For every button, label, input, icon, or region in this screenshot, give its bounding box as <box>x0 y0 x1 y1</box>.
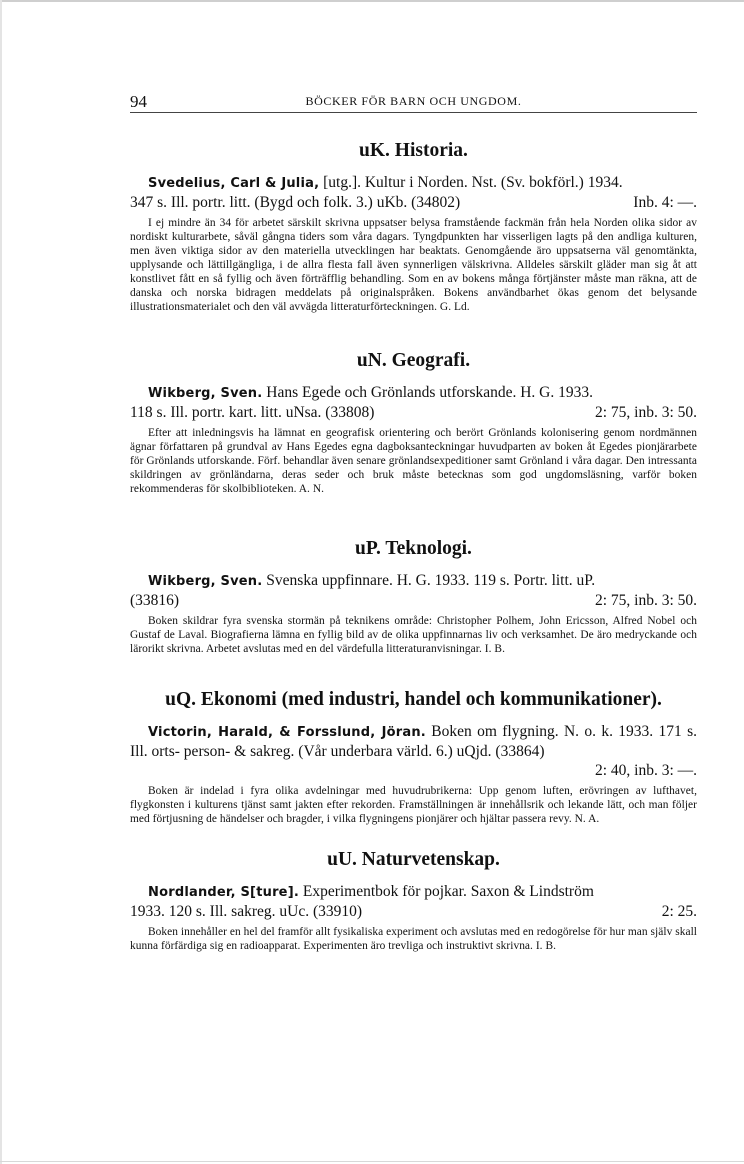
entry-title-line: Svenska uppfinnare. H. G. 1933. 119 s. Portr. litt. uP. <box>266 572 596 589</box>
review-text: I ej mindre än 34 för arbetet särskilt skrivna uppsatser belysa framstående fackmän från hela Norden olika sidor av nordiskt kulturarbete, såväl gångna tiders som våra dagars. Tyngdpunkten har visserligen lagts på den andliga kulturen, men även viktiga sidor av den materiella utvecklingen har beaktats. Genomgående äro uppsatserna väl genomtänkta, upplysande och lättillgängliga, i de allra flesta fall även synnerligen välskrivna. Alldeles särskilt gläder man sig åt att konstlivet fått en så fyllig och även förträfflig behandling. Som en av bokens många förtjänster måste man räkna, att de danska och norska bidragen meddelats på originalspråken. Bokens användbarhet ökas genom det belysande illustrationsmaterialet och den väl avvägda litteraturförteckningen. G. Ld. <box>130 217 697 313</box>
entry-author: Victorin, Harald, & Forsslund, Jöran. <box>148 725 426 740</box>
page-number: 94 <box>130 92 147 111</box>
section-heading: uU. Naturvetenskap. <box>327 849 500 870</box>
entry-details-left: 1933. 120 s. Ill. sakreg. uUc. (33910) <box>130 903 363 920</box>
section-heading: uP. Teknologi. <box>355 538 472 559</box>
entry-author: Wikberg, Sven. <box>148 386 263 401</box>
entry-details <box>130 902 697 921</box>
section-naturvetenskap <box>130 848 697 953</box>
bibliographic-entry <box>130 882 697 902</box>
section-teknologi <box>130 537 697 656</box>
entry-price: 2: 75, inb. 3: 50. <box>594 404 697 421</box>
entry-details-left: 347 s. Ill. portr. litt. (Bygd och folk. 3.) uKb. (34802) <box>130 194 461 211</box>
section-heading: uN. Geografi. <box>356 350 471 371</box>
section-heading: uQ. Ekonomi (med industri, handel och kommunikationer). <box>165 689 662 710</box>
scan-edge-bottom <box>0 1161 744 1162</box>
review-text: Boken innehåller en hel del framför allt fysikaliska experiment och avslutas med en redogörelse för hur man själv skall kunna förfärdiga sig en radioapparat. Experimenten äro trevliga och instruktivt skrivna. I. B. <box>130 926 697 952</box>
review-text: Boken skildrar fyra svenska stormän på teknikens område: Christopher Polhem, John Ericsson, Alfred Nobel och Gustaf de Laval. Biografierna lämna en fyllig bild av de olika uppfinnarnas liv och verksamhet. De äro medryckande och lärorikt skrivna. Arbetet avslutas med en del värdefulla litteraturanvisningar. I. B. <box>130 615 697 655</box>
entry-details <box>130 193 697 212</box>
entry-price: 2: 40, inb. 3: —. <box>594 762 697 779</box>
bibliographic-entry <box>130 722 697 761</box>
entry-title-line: [utg.]. Kultur i Norden. Nst. (Sv. bokförl.) 1934. <box>323 174 623 191</box>
entry-details <box>130 591 697 610</box>
review-text: Boken är indelad i fyra olika avdelningar med huvudrubrikerna: Upp genom luften, erövringen av lufthavet, flygkonsten i kulturens tjänst samt jakten efter rekorden. Framställningen är innehållsrik och lekande lätt, och man följer med förtjusning de händelser och bragder, i vilka flygningens pionjärer och hjältar passera revy. N. A. <box>130 785 697 825</box>
section-ekonomi <box>130 688 697 826</box>
entry-details-left: 118 s. Ill. portr. kart. litt. uNsa. (33808) <box>130 404 375 421</box>
entry-author: Wikberg, Sven. <box>148 574 263 589</box>
entry-title-line: Boken om flygning. N. o. k. 1933. <box>431 723 654 740</box>
scan-edge-top <box>0 0 744 2</box>
entry-price: 2: 75, inb. 3: 50. <box>594 592 697 609</box>
entry-details-left: 171 s. Ill. orts- person- & sakreg. (Vår underbara värld. 6.) uQjd. (33864) <box>130 723 698 760</box>
entry-author: Svedelius, Carl & Julia, <box>148 176 320 191</box>
entry-details <box>130 403 697 422</box>
bibliographic-entry <box>130 173 697 193</box>
entry-author: Nordlander, S[ture]. <box>148 885 299 900</box>
section-geografi <box>130 349 697 496</box>
bibliographic-entry <box>130 383 697 403</box>
entry-price: 2: 25. <box>661 903 697 920</box>
section-historia <box>130 139 697 314</box>
running-title: BÖCKER FÖR BARN OCH UNGDOM. <box>305 94 522 108</box>
entry-title-line: Hans Egede och Grönlands utforskande. H. G. 1933. <box>266 384 593 401</box>
running-head <box>130 92 697 113</box>
review-text: Efter att inledningsvis ha lämnat en geografisk orientering och berört Grönlands kolonisering genom nordmännen ägnar författaren på grundval av Hans Egedes egna dagboksanteckningar huvudparten av boken åt Egedes pionjärarbete för Grönlands utforskande. Förf. behandlar även senare grönlandsexpeditioner samt Grönland i våra dagar. Den intressanta skildringen av grönländarna, deras seder och bruk måste betecknas som god ungdomsläsning, varför boken rekommenderas för skolbiblioteken. A. N. <box>130 427 697 495</box>
scan-edge-left <box>0 0 2 1164</box>
section-heading: uK. Historia. <box>359 140 468 161</box>
entry-title-line: Experimentbok för pojkar. Saxon & Lindström <box>302 883 594 900</box>
entry-details-left: (33816) <box>130 592 180 609</box>
entry-price: Inb. 4: —. <box>633 194 697 211</box>
bibliographic-entry <box>130 571 697 591</box>
